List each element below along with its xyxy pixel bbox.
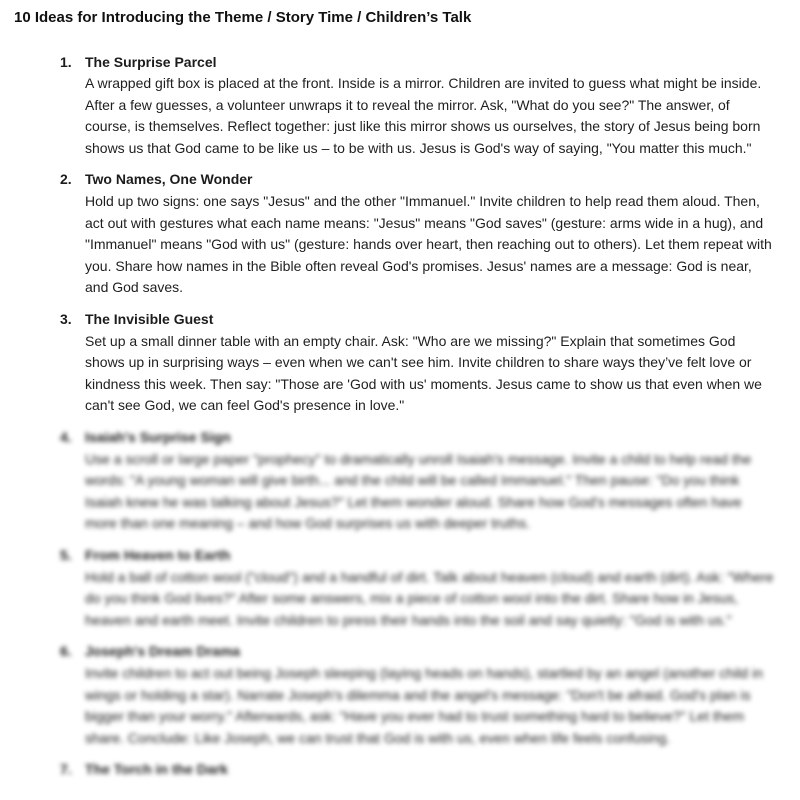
list-item bbox=[14, 759, 786, 781]
list-item-heading: The Invisible Guest bbox=[85, 311, 214, 328]
list-item bbox=[14, 545, 786, 631]
list-item-content bbox=[85, 309, 775, 417]
list-item bbox=[14, 169, 786, 299]
list-item-heading: The Torch in the Dark bbox=[85, 761, 228, 778]
list-item-content bbox=[85, 52, 775, 160]
list-item-content bbox=[85, 169, 775, 299]
list-item-number: 7. bbox=[60, 761, 72, 778]
list-item-body: Use a scroll or large paper "prophecy" to dramatically unroll Isaiah's message. Invite a child to help read the words: "A young woman will give birth... and the child will be called Immanuel." Then pause: "Do you think Isaiah knew he was talking about Jesus?" Let them wonder aloud. Share how God's messages often have more than one meaning – and how God surprises us with deeper truths. bbox=[85, 450, 752, 532]
page-title: 10 Ideas for Introducing the Theme / Story Time / Children’s Talk bbox=[14, 9, 472, 26]
list-item-number: 5. bbox=[60, 546, 72, 563]
list-item-content bbox=[85, 427, 775, 535]
list-item bbox=[14, 641, 786, 749]
list-item-number: 3. bbox=[60, 311, 72, 328]
list-item-heading: The Surprise Parcel bbox=[85, 53, 217, 70]
list-item-content bbox=[85, 641, 775, 749]
list-item bbox=[14, 309, 786, 417]
list-item-body: Invite children to act out being Joseph sleeping (laying heads on hands), startled by an angel (another child in wings or holding a star). Narrate Joseph's dilemma and the angel's message: "Don't be afraid. God's plan is bigger than your worry." Afterwards, ask: "Have you ever had to trust something hard to believe?" Let them share. Conclude: Like Joseph, we can trust that God is with us, even when life feels confusing. bbox=[85, 664, 763, 746]
list-item-heading: Isaiah's Surprise Sign bbox=[85, 429, 231, 445]
list-item-number: 1. bbox=[60, 53, 72, 70]
list-item-body: Hold up two signs: one says "Jesus" and the other "Immanuel." Invite children to help read them aloud. Then, act out with gestures what each name means: "Jesus" means "God saves" (gesture: arms wide in a hug), and "Immanuel" means "God with us" (gesture: hands over heart, then reaching out to others). Let them repeat with you. Share how names in the Bible often reveal God's promises. Jesus' names are a message: God is near, and God saves. bbox=[85, 193, 772, 296]
list-item-content bbox=[85, 759, 775, 781]
list-item-body: A wrapped gift box is placed at the front. Inside is a mirror. Children are invited to guess what might be inside. After a few guesses, a volunteer unwraps it to reveal the mirror. Ask, "What do you see?" The answer, of course, is themselves. Reflect together: just like this mirror shows us ourselves, the story of Jesus being born shows us that God came to be like us – to be with us. Jesus is God's way of saying, "You matter this much." bbox=[85, 75, 762, 156]
list-item-number: 6. bbox=[60, 643, 72, 660]
list-item-heading: Two Names, One Wonder bbox=[85, 171, 253, 188]
list-item-body: Set up a small dinner table with an empty chair. Ask: "Who are we missing?" Explain that sometimes God shows up in surprising ways – even when we can't see him. Invite children to share ways they’ve felt love or kindness this week. Then say: "Those are 'God with us' moments. Jesus came to show us that even when we can't see God, we can feel God's presence in love." bbox=[85, 332, 762, 414]
ideas-list bbox=[14, 52, 786, 781]
list-item-body: Hold a ball of cotton wool ("cloud") and a handful of dirt. Talk about heaven (cloud) and earth (dirt). Ask: "Where do you think God lives?" After some answers, mix a piece of cotton wool into the dirt. Share how in Jesus, heaven and earth meet. Invite children to press their hands into the soil and say quietly: "God is with us." bbox=[85, 568, 774, 628]
list-item bbox=[14, 427, 786, 535]
list-item-content bbox=[85, 545, 775, 631]
list-item-number: 4. bbox=[60, 429, 72, 445]
list-item-number: 2. bbox=[60, 171, 72, 188]
list-item-heading: Joseph's Dream Drama bbox=[85, 643, 241, 660]
list-item-heading: From Heaven to Earth bbox=[85, 546, 231, 563]
list-item bbox=[14, 52, 786, 160]
